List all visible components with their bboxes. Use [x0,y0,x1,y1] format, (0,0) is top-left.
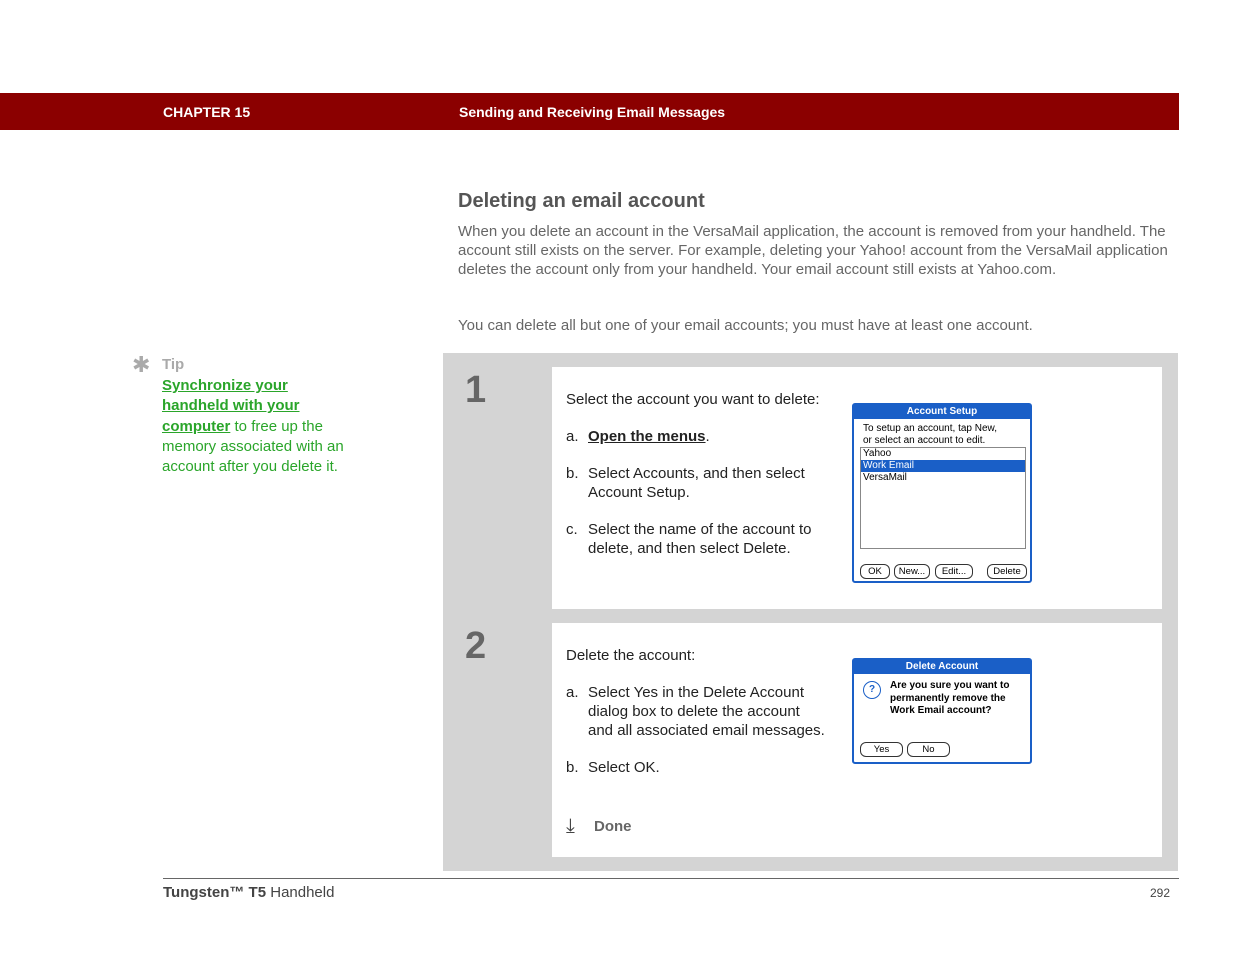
steps-panel [443,353,1178,871]
done-label: Done [594,818,632,835]
tip-text [162,376,352,477]
chapter-title: Sending and Receiving Email Messages [459,104,726,120]
step-1 [457,367,1162,609]
arrow-down-icon: ⤓ [566,815,575,837]
delete-account-dialog [852,658,1032,764]
section-title: Deleting an email account [458,190,705,212]
footer-divider [163,878,1179,879]
new-button[interactable]: New... [894,564,930,579]
step-2-instructions: Delete the account: a. Select Yes in the Delete Account dialog box to delete the account and all associated email messages. b. Select OK. [566,647,825,776]
chapter-header [0,93,1179,130]
account-list [860,447,1026,549]
ok-button[interactable]: OK [860,564,890,579]
edit-button[interactable]: Edit... [935,564,973,579]
question-icon: ? [863,681,881,699]
dialog-message: Are you sure you want to permanently remove the Work Email account? [890,680,1010,716]
step-number: 2 [465,625,487,667]
open-menus-link[interactable]: Open the menus [588,428,706,446]
done-marker [566,815,632,838]
step-1-instructions: Select the account you want to delete: a. Open the menus. b. Select Accounts, and then select Account Setup. c. Select the name of the account to delete, and then select Delete. [566,391,826,577]
limit-paragraph: You can delete all but one of your email accounts; you must have at least one account. [458,317,1033,334]
account-setup-screen: Account Setup To setup an account, tap New, or select an account to edit. Yahoo Work Email VersaMail OK New... Edit... Delete [852,403,1032,583]
yes-button[interactable]: Yes [860,742,903,757]
step-2 [457,623,1162,857]
dialog-title: Delete Account [854,660,1030,674]
footer-product: Tungsten™ T5 Handheld [163,884,335,901]
account-item-selected[interactable]: Work Email [861,460,1025,472]
step-intro: Delete the account: [566,647,696,664]
step-intro: Select the account you want to delete: [566,391,820,408]
tip-body: to free up the memory associated with an account after you delete it. [162,417,344,476]
step-number: 1 [465,369,487,411]
tip-label: Tip [162,356,185,373]
account-item[interactable]: Yahoo [863,448,892,459]
sync-handheld-link[interactable]: Synchronize your handheld with your computer [162,377,300,435]
no-button[interactable]: No [907,742,950,757]
page-number: 292 [1150,886,1171,900]
intro-paragraph: When you delete an account in the VersaMail application, the account is removed from your handheld. The account still exists on the server. For example, deleting your Yahoo! account from the VersaMail application deletes the account only from your handheld. Your email account still exists at Yahoo.com. [458,223,1168,278]
account-item[interactable]: VersaMail [863,472,907,483]
delete-button[interactable]: Delete [987,564,1027,579]
asterisk-icon: ✱ [132,352,151,377]
screen-title: Account Setup [854,405,1030,419]
chapter-number: CHAPTER 15 [163,104,251,120]
